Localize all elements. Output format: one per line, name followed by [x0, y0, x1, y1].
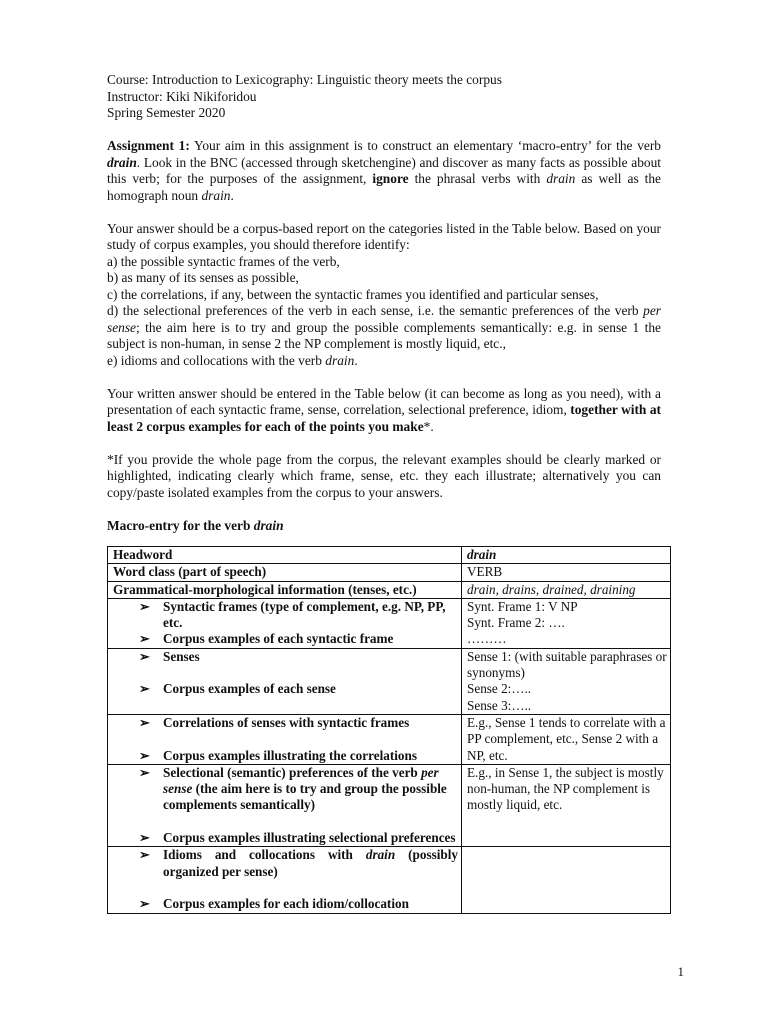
senses-cell: ➢ Senses ➢ Corpus examples of each sense: [108, 648, 462, 714]
arrow-bullet-icon: ➢: [139, 714, 151, 730]
table-row: [108, 847, 671, 913]
arrow-bullet-icon: ➢: [139, 830, 151, 846]
verb-drain: drain: [107, 154, 137, 170]
table-row: [108, 714, 671, 764]
table-row: [108, 547, 671, 564]
syntactic-frames-cell: ➢ Syntactic frames (type of complement, e.g. NP, PP, etc. ➢ Corpus examples of each syntactic frame: [108, 598, 462, 648]
table-row: [108, 598, 671, 648]
table-row: [108, 764, 671, 846]
headword-label: Headword: [108, 547, 462, 564]
item-b: b) as many of its senses as possible,: [107, 270, 299, 285]
correlations-cell: ➢ Correlations of senses with syntactic frames ➢ Corpus examples illustrating the correlations: [108, 714, 462, 764]
table-row: [108, 581, 671, 598]
senses-value: Sense 1: (with suitable paraphrases or synonyms) Sense 2:….. Sense 3:…..: [462, 648, 671, 714]
course-header: [107, 72, 661, 122]
selectional-cell: ➢ Selectional (semantic) preferences of the verb per sense (the aim here is to try and group the possible complements semantically) ➢ Corpus examples illustrating selectional preferences: [108, 764, 462, 846]
semester-line: Spring Semester 2020: [107, 105, 226, 120]
page-number: 1: [677, 964, 684, 979]
arrow-bullet-icon: ➢: [139, 681, 151, 697]
idioms-cell: ➢ Idioms and collocations with drain (possibly organized per sense) ➢ Corpus examples for each idiom/collocation: [108, 847, 462, 913]
grammar-value: drain, drains, drained, draining: [462, 581, 671, 598]
arrow-bullet-icon: ➢: [139, 648, 151, 664]
idioms-value: [462, 847, 671, 913]
answer-instructions: [107, 221, 661, 370]
arrow-bullet-icon: ➢: [139, 896, 151, 912]
item-e: e) idioms and collocations with the verb drain.: [107, 352, 358, 368]
selectional-value: E.g., in Sense 1, the subject is mostly non-human, the NP complement is mostly liquid, etc.: [462, 764, 671, 846]
grammar-label: Grammatical-morphological information (tenses, etc.): [108, 581, 462, 598]
ignore-word: ignore: [372, 171, 409, 186]
table-row: [108, 564, 671, 581]
answer-intro: Your answer should be a corpus-based report on the categories listed in the Table below. Based on your study of corpus examples, you should therefore identify:: [107, 220, 661, 252]
instructor-line: Instructor: Kiki Nikiforidou: [107, 88, 257, 104]
correlations-value: E.g., Sense 1 tends to correlate with a PP complement, etc., Sense 2 with a NP, etc.: [462, 714, 671, 764]
arrow-bullet-icon: ➢: [139, 747, 151, 763]
item-a: a) the possible syntactic frames of the verb,: [107, 253, 340, 269]
word-class-value: VERB: [462, 564, 671, 581]
table-row: [108, 648, 671, 714]
headword-value: drain: [462, 547, 671, 564]
footnote-paragraph: *If you provide the whole page from the corpus, the relevant examples should be clearly marked or highlighted, indicating clearly which frame, sense, etc. they each illustrate; alternatively you can copy/paste isolated examples from the corpus to your answers.: [107, 451, 661, 500]
macro-entry-heading: Macro-entry for the verb drain: [107, 517, 284, 533]
arrow-bullet-icon: ➢: [139, 847, 151, 863]
item-c: c) the correlations, if any, between the syntactic frames you identified and particular senses,: [107, 286, 599, 302]
arrow-bullet-icon: ➢: [139, 631, 151, 647]
written-answer-paragraph: Your written answer should be entered in the Table below (it can become as long as you need), with a presentation of each syntactic frame, sense, correlation, selectional preference, idiom, together with at least 2 corpus examples for each of the points you make*.: [107, 385, 661, 434]
word-class-label: Word class (part of speech): [108, 564, 462, 581]
assignment-label: Assignment 1:: [107, 138, 190, 153]
assignment-paragraph: Assignment 1: Your aim in this assignment is to construct an elementary ‘macro-entry’ for the verb drain. Look in the BNC (accessed through sketchengine) and discover as many facts as possible about this verb; for the purposes of the assignment, ignore the phrasal verbs with drain as well as the homograph noun drain.: [107, 138, 661, 203]
arrow-bullet-icon: ➢: [139, 598, 151, 614]
item-d: d) the selectional preferences of the verb in each sense, i.e. the semantic preferences of the verb per sense; the aim here is to try and group the possible complements semantically: e.g. in sense 1 the subject is non-human, in sense 2 the NP complement is mostly liquid, etc.,: [107, 303, 661, 351]
arrow-bullet-icon: ➢: [139, 764, 151, 780]
macro-entry-table: [107, 546, 671, 914]
course-line: Course: Introduction to Lexicography: Linguistic theory meets the corpus: [107, 72, 502, 87]
syntactic-frames-value: Synt. Frame 1: V NP Synt. Frame 2: …. ………: [462, 598, 671, 648]
